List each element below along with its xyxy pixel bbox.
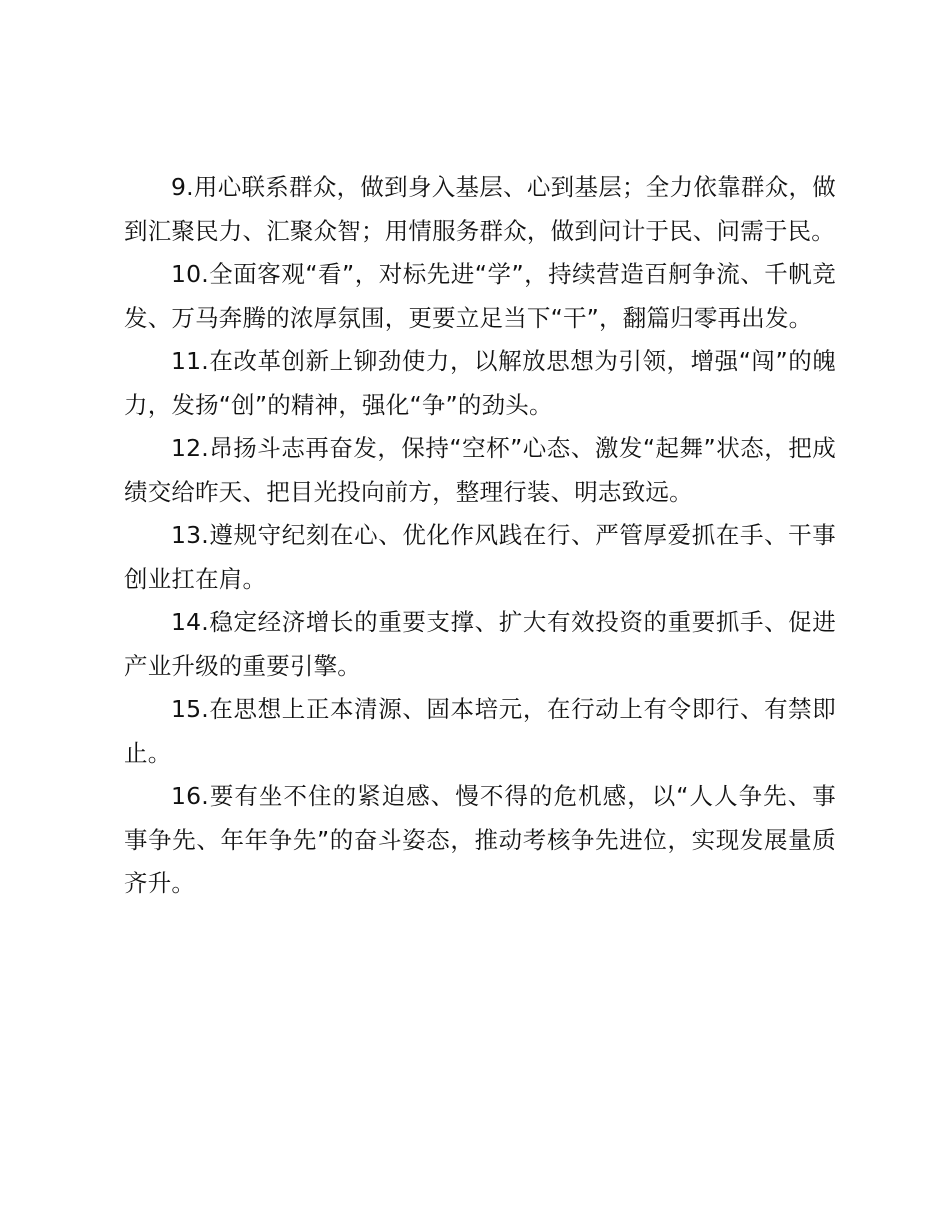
paragraph-15: 15.在思想上正本清源、固本培元，在行动上有令即行、有禁即止。 <box>124 695 836 767</box>
paragraph-9: 9.用心联系群众，做到身入基层、心到基层；全力依靠群众，做到汇聚民力、汇聚众智；用情服务群众，做到问计于民、问需于民。 <box>124 173 836 245</box>
paragraph-12: 12.昂扬斗志再奋发，保持“空杯”心态、激发“起舞”状态，把成绩交给昨天、把目光投向前方，整理行装、明志致远。 <box>124 434 836 506</box>
paragraph-16: 16.要有坐不住的紧迫感、慢不得的危机感，以“人人争先、事事争先、年年争先”的奋斗姿态，推动考核争先进位，实现发展量质齐升。 <box>124 782 836 897</box>
paragraph-13: 13.遵规守纪刻在心、优化作风践在行、严管厚爱抓在手、干事创业扛在肩。 <box>124 521 836 593</box>
paragraph-11: 11.在改革创新上铆劲使力，以解放思想为引领，增强“闯”的魄力，发扬“创”的精神，强化“争”的劲头。 <box>124 347 836 419</box>
paragraph-10: 10.全面客观“看”，对标先进“学”，持续营造百舸争流、千帆竞发、万马奔腾的浓厚氛围，更要立足当下“干”，翻篇归零再出发。 <box>124 260 836 332</box>
document-body <box>124 166 836 906</box>
paragraph-14: 14.稳定经济增长的重要支撑、扩大有效投资的重要抓手、促进产业升级的重要引擎。 <box>124 608 836 680</box>
